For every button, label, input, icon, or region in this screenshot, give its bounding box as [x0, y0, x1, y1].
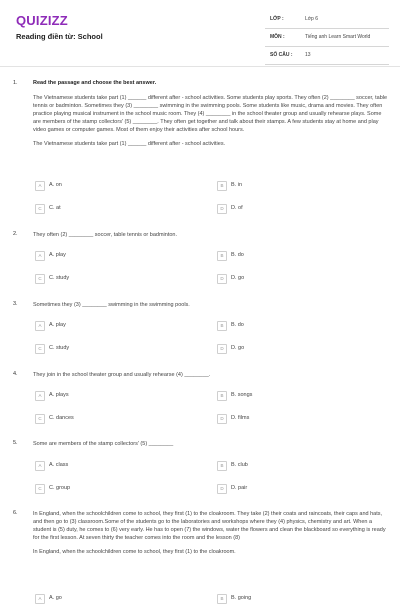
- option-text: B. do: [231, 252, 244, 258]
- question-stem: Sometimes they (3) ________ swimming in the swimming pools.: [33, 302, 190, 308]
- meta-value-count: 13: [305, 52, 311, 58]
- option-text: B. going: [231, 595, 252, 601]
- worksheet-header: [0, 0, 400, 62]
- option-letter-box: D: [217, 414, 227, 424]
- option-letter-box: C: [35, 344, 45, 354]
- meta-key-subject: MÔN :: [270, 34, 285, 40]
- option-letter-box: A: [35, 251, 45, 261]
- option-letter-box: D: [217, 344, 227, 354]
- header-divider: [0, 66, 400, 67]
- meta-row-count: [265, 47, 389, 65]
- worksheet-title: Reading điền từ: School: [16, 32, 103, 41]
- option-text: A. play: [49, 322, 66, 328]
- question-stem: Some are members of the stamp collectors' (5) ________: [33, 441, 174, 447]
- option-letter-box: B: [217, 461, 227, 471]
- option-text: C. dances: [49, 415, 74, 421]
- meta-value-subject: Tiếng anh Learn Smart World: [305, 34, 371, 40]
- option-text: C. study: [49, 275, 70, 281]
- option-letter-box: C: [35, 204, 45, 214]
- option-text: D. pair: [231, 485, 248, 491]
- option-letter-box: A: [35, 461, 45, 471]
- option-text: A. class: [49, 462, 69, 468]
- option-text: A. on: [49, 182, 62, 188]
- option-letter-box: A: [35, 181, 45, 191]
- option-text: B. club: [231, 462, 248, 468]
- option-letter-box: A: [35, 594, 45, 604]
- option-text: D. go: [231, 275, 245, 281]
- meta-key-class: LỚP :: [270, 16, 284, 22]
- option-text: C. at: [49, 205, 61, 211]
- meta-key-count: SỐ CÂU :: [270, 52, 293, 58]
- question-number: 4.: [13, 371, 18, 377]
- option-letter-box: B: [217, 321, 227, 331]
- reading-passage: In England, when the schoolchildren come to school, they first (1) to the cloakroom. They take (2) their coats and raincoats, their caps and hats, and then go to (3) classroom.Some of the students go to the laboratories and workshops where they (4) physics, chemistry and art. When a student is (5) duty, he comes to (6) very early. He has to open (7) the windows, water the flowers and clean the blackboard so everything is ready for the first lesson. At seven thirty the teacher comes into the room and the lesson (8): [33, 511, 386, 541]
- option-letter-box: A: [35, 391, 45, 401]
- option-letter-box: B: [217, 181, 227, 191]
- quizizz-logo[interactable]: QUIZIZZ: [16, 13, 68, 28]
- option-letter-box: B: [217, 594, 227, 604]
- meta-row-subject: [265, 29, 389, 47]
- option-letter-box: D: [217, 484, 227, 494]
- question-number: 1.: [13, 80, 18, 86]
- question-stem: They often (2) ________ soccer, table tennis or badminton.: [33, 232, 178, 238]
- option-letter-box: C: [35, 274, 45, 284]
- question-number: 6.: [13, 510, 18, 516]
- question-stem: In England, when the schoolchildren come to school, they first (1) to the cloakroom.: [33, 549, 236, 555]
- question-number: 3.: [13, 301, 18, 307]
- question-stem: They join in the school theater group and usually rehearse (4) ________.: [33, 372, 211, 378]
- option-text: C. study: [49, 345, 70, 351]
- option-letter-box: A: [35, 321, 45, 331]
- option-letter-box: C: [35, 414, 45, 424]
- option-text: A. play: [49, 252, 66, 258]
- option-text: B. do: [231, 322, 244, 328]
- question-number: 5.: [13, 440, 18, 446]
- question-number: 2.: [13, 231, 18, 237]
- option-text: D. of: [231, 205, 243, 211]
- meta-row-class: [265, 11, 389, 29]
- reading-passage: The Vietnamese students take part (1) ______ different after - school activities. Some students play sports. They often (2) ________ soccer, table tennis or badminton. Sometimes they (3) ________ swimming in the swimming pools. Some students like music, drama and movies. They often practice playing musical instrument in the school music room. They (4) ________ in the school theater group and usually rehearse plays. Some are members of the stamp collectors' (5) ________. They often get together and talk about their stamps. A few students stay at home and play video games or computer games. Most of them enjoy their activities after school hours.: [33, 95, 388, 133]
- option-letter-box: D: [217, 274, 227, 284]
- worksheet-meta-table: [265, 11, 389, 65]
- option-letter-box: C: [35, 484, 45, 494]
- option-letter-box: D: [217, 204, 227, 214]
- option-letter-box: B: [217, 251, 227, 261]
- question-stem: The Vietnamese students take part (1) ______ different after - school activities.: [33, 141, 226, 147]
- option-text: D. go: [231, 345, 245, 351]
- question-instruction: Read the passage and choose the best answer.: [33, 80, 157, 86]
- option-text: B. songs: [231, 392, 253, 398]
- option-text: A. plays: [49, 392, 69, 398]
- option-text: D. films: [231, 415, 250, 421]
- option-text: B. in: [231, 182, 243, 188]
- option-letter-box: B: [217, 391, 227, 401]
- meta-value-class: Lớp 6: [305, 16, 319, 22]
- option-text: A. go: [49, 595, 62, 601]
- option-text: C. group: [49, 485, 71, 491]
